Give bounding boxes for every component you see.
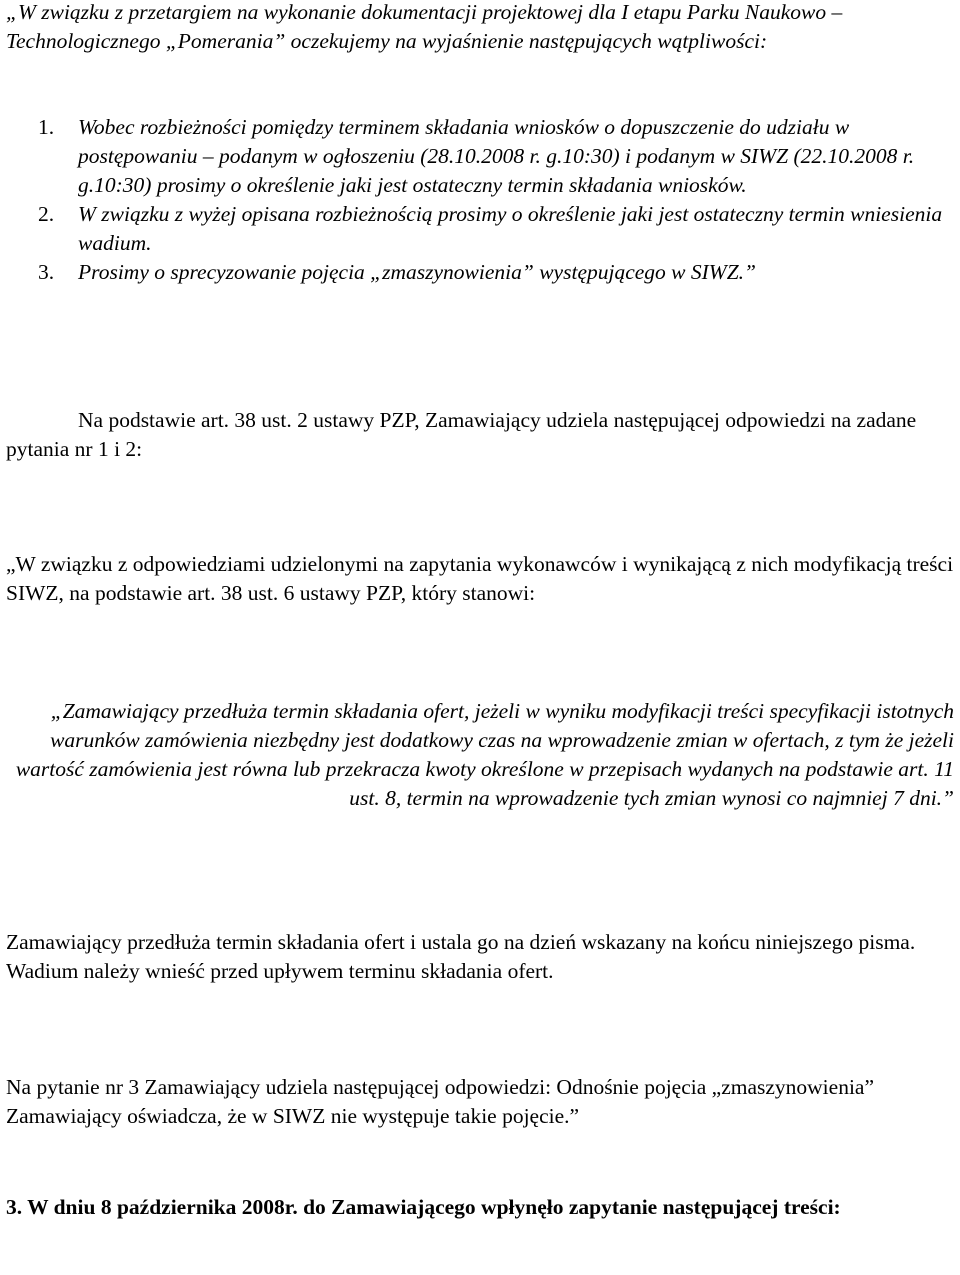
list-item [38, 200, 954, 258]
modification-statement: „W związku z odpowiedziami udzielonymi na zapytania wykonawców i wynikającą z nich modyfikacją treści SIWZ, na podstawie art. 38 ust. 6 ustawy PZP, który stanowi: [6, 552, 954, 605]
inquiry-intro: „W związku z przetargiem na wykonanie dokumentacji projektowej dla I etapu Parku Naukowo – Technologicznego „Pomerania” oczekujemy na wyjaśnienie następujących wątpliwości: [6, 0, 843, 53]
list-item [38, 258, 954, 287]
law-quote: „Zamawiający przedłuża termin składania ofert, jeżeli w wyniku modyfikacji treści specyfikacji istotnych warunków zamówienia niezbędny jest dodatkowy czas na wprowadzenie zmian w ofertach, z tym że jeżeli wartość zamówienia jest równa lub przekracza kwoty określone w przepisach wydanych na podstawie art. 11 ust. 8, termin na wprowadzenie tych zmian wynosi co najmniej 7 dni.” [15, 699, 954, 810]
legal-basis-paragraph: Na podstawie art. 38 ust. 2 ustawy PZP, Zamawiający udziela następującej odpowiedzi na zadane pytania nr 1 i 2: [6, 408, 917, 461]
question-text: Wobec rozbieżności pomiędzy terminem składania wniosków o dopuszczenie do udziału w postępowaniu – podanym w ogłoszeniu (28.10.2008 r. g.10:30) i podanym w SIWZ (22.10.2008 r. g.10:30) prosimy o określenie jaki jest ostateczny termin składania wniosków. [78, 115, 915, 197]
question-number: 1. [38, 115, 55, 139]
question-list [38, 113, 954, 287]
deadline-extension-paragraph: Zamawiający przedłuża termin składania ofert i ustala go na dzień wskazany na końcu niniejszego pisma. Wadium należy wnieść przed upływem terminu składania ofert. [6, 930, 916, 983]
question-number: 2. [38, 202, 55, 226]
list-item [38, 113, 954, 200]
question-text: W związku z wyżej opisana rozbieżnością prosimy o określenie jaki jest ostateczny termin wniesienia wadium. [78, 202, 943, 255]
question-text: Prosimy o sprecyzowanie pojęcia „zmaszynowienia” występującego w SIWZ.” [78, 260, 756, 284]
section-heading: 3. W dniu 8 października 2008r. do Zamawiającego wpłynęło zapytanie następującej treści: [6, 1195, 841, 1219]
question3-answer: Na pytanie nr 3 Zamawiający udziela następującej odpowiedzi: Odnośnie pojęcia „zmaszynowienia” Zamawiający oświadcza, że w SIWZ nie występuje takie pojęcie.” [6, 1075, 875, 1128]
question-number: 3. [38, 260, 55, 284]
